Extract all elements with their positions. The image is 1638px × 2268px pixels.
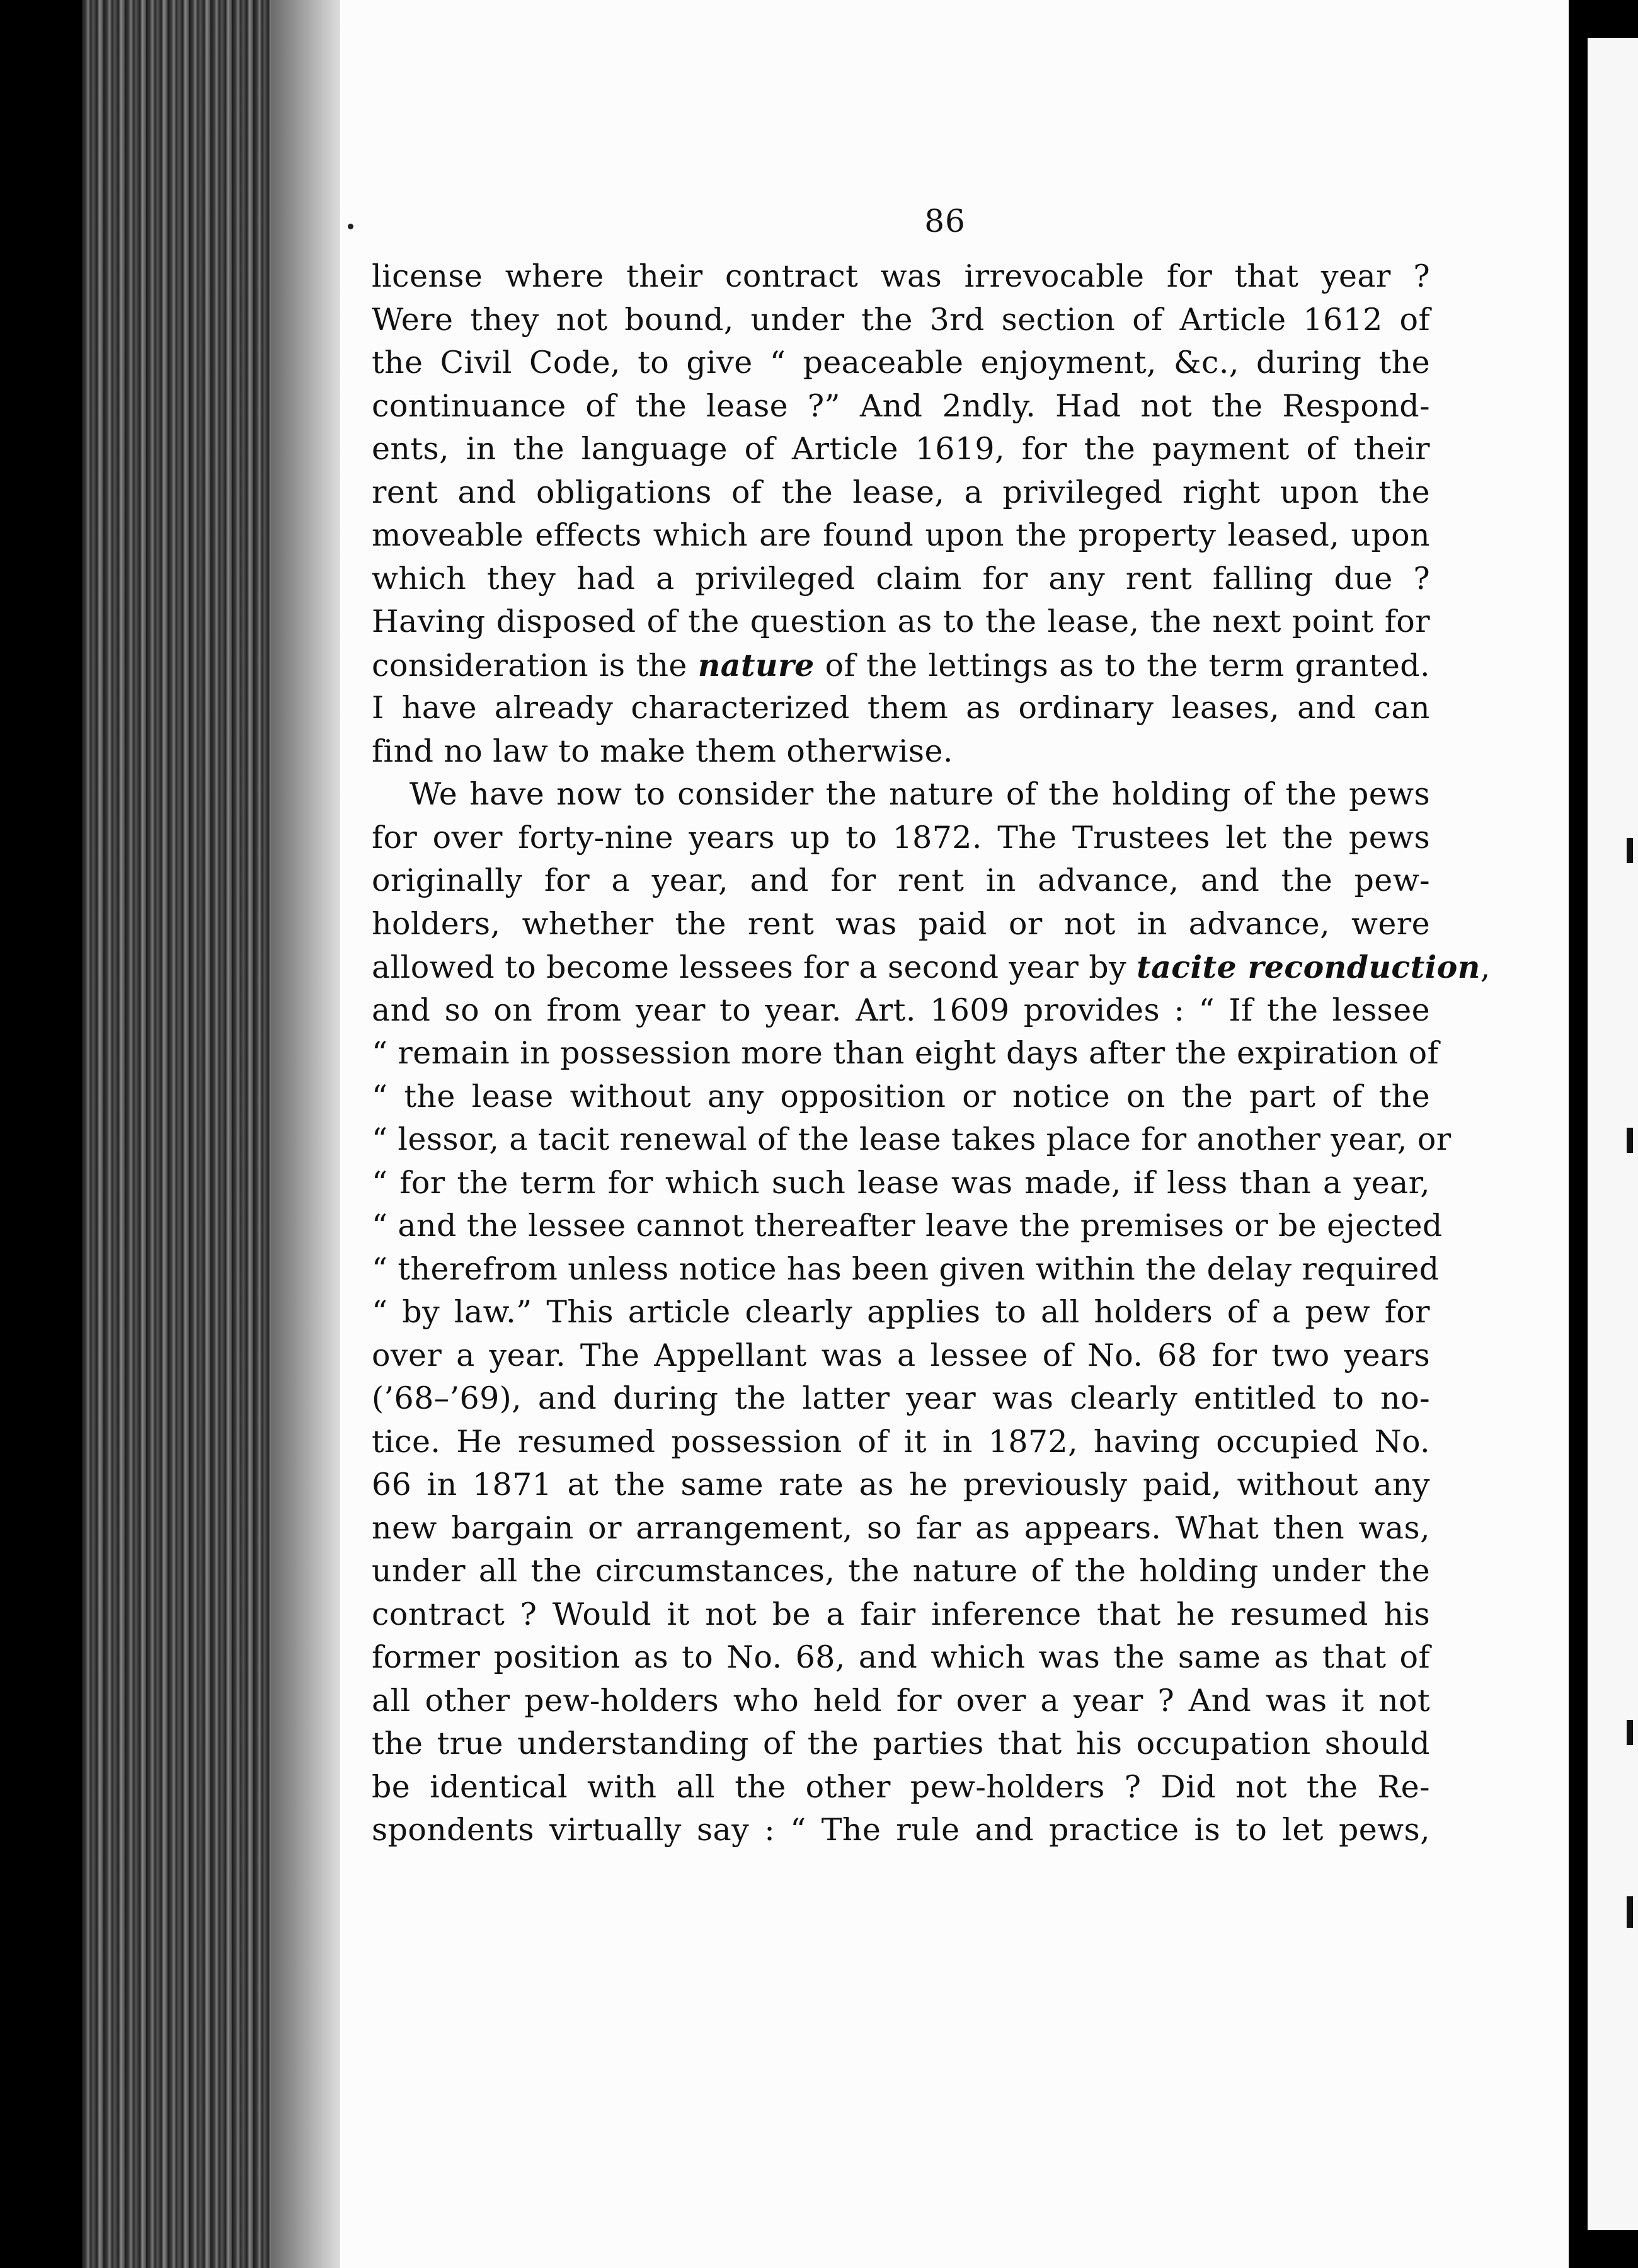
text-line: (’68–’69), and during the latter year was clearly entitled to no- <box>372 1380 1430 1416</box>
text-line: for over forty-nine years up to 1872. The Trustees let the pews <box>372 819 1430 856</box>
text-segment: of the lettings as to the term granted. <box>814 647 1430 684</box>
body-text <box>372 255 1491 1852</box>
text-line: “ and the lessee cannot thereafter leave the premises or be ejected <box>372 1208 1443 1244</box>
text-line: under all the circumstances, the nature of the holding under the <box>372 1553 1430 1589</box>
adjacent-page-text-fragment <box>1627 1128 1633 1153</box>
text-line <box>372 644 1430 687</box>
text-line: license where their contract was irrevocable for that year ? <box>372 258 1430 294</box>
text-line: spondents virtually say : “ The rule and practice is to let pews, <box>372 1812 1430 1848</box>
text-line: I have already characterized them as ordinary leases, and can <box>372 690 1430 726</box>
text-line: Were they not bound, under the 3rd section of Article 1612 of <box>372 301 1430 338</box>
text-line: “ the lease without any opposition or notice on the part of the <box>372 1078 1430 1114</box>
text-segment: consideration is the <box>372 647 698 684</box>
text-line: the true understanding of the parties that his occupation should <box>372 1726 1430 1761</box>
text-line: Having disposed of the question as to the lease, the next point for <box>372 604 1430 639</box>
adjacent-page-text-fragment <box>1627 838 1633 863</box>
text-line: “ therefrom unless notice has been given within the delay required <box>372 1251 1440 1287</box>
text-line: 66 in 1871 at the same rate as he previously paid, without any <box>372 1467 1430 1503</box>
italic-term: nature <box>697 646 815 684</box>
ink-speck <box>348 224 353 229</box>
text-line: continuance of the lease ?” And 2ndly. Had not the Respond- <box>372 387 1430 424</box>
text-line: over a year. The Appellant was a lessee of No. 68 for two years <box>372 1337 1430 1373</box>
text-line: tice. He resumed possession of it in 1872, having occupied No. <box>372 1423 1430 1460</box>
text-line: and so on from year to year. Art. 1609 provides : “ If the lessee <box>372 992 1430 1028</box>
text-line: be identical with all the other pew-holders ? Did not the Re- <box>372 1768 1430 1805</box>
text-segment: allowed to become lessees for a second year by <box>372 949 1137 985</box>
text-line: rent and obligations of the lease, a privileged right upon the <box>372 474 1430 510</box>
text-line: We have now to consider the nature of the holding of the pews <box>410 776 1430 812</box>
text-line: ents, in the language of Article 1619, for the payment of their <box>372 431 1430 467</box>
text-line <box>372 946 1491 989</box>
text-line: holders, whether the rent was paid or not in advance, were <box>372 905 1430 942</box>
text-segment: , <box>1480 949 1491 985</box>
page-number: 86 <box>924 203 966 239</box>
text-line: “ lessor, a tacit renewal of the lease takes place for another year, or <box>372 1121 1452 1157</box>
text-line: “ remain in possession more than eight days after the expiration of <box>372 1035 1440 1071</box>
text-line: new bargain or arrangement, so far as appears. What then was, <box>372 1509 1430 1546</box>
italic-term: tacite reconduction <box>1137 949 1480 985</box>
page-gap <box>1569 0 1588 2268</box>
book-page-edges <box>82 0 296 2268</box>
text-line: the Civil Code, to give “ peaceable enjoyment, &c., during the <box>372 345 1430 381</box>
text-line: “ for the term for which such lease was made, if less than a year, <box>372 1164 1430 1201</box>
adjacent-page-text-fragment <box>1627 1720 1633 1745</box>
text-line: originally for a year, and for rent in advance, and the pew- <box>372 862 1430 898</box>
adjacent-page-text-fragment <box>1627 1896 1633 1928</box>
text-line: find no law to make them otherwise. <box>372 733 953 769</box>
text-line: all other pew-holders who held for over a year ? And was it not <box>372 1682 1430 1719</box>
text-line: moveable effects which are found upon the property leased, upon <box>372 517 1430 553</box>
text-line: contract ? Would it not be a fair inference that he resumed his <box>372 1596 1430 1632</box>
text-line: “ by law.” This article clearly applies to all holders of a pew for <box>372 1294 1430 1330</box>
text-line: which they had a privileged claim for any rent falling due ? <box>372 560 1430 597</box>
text-line: former position as to No. 68, and which was the same as that of <box>372 1639 1430 1675</box>
